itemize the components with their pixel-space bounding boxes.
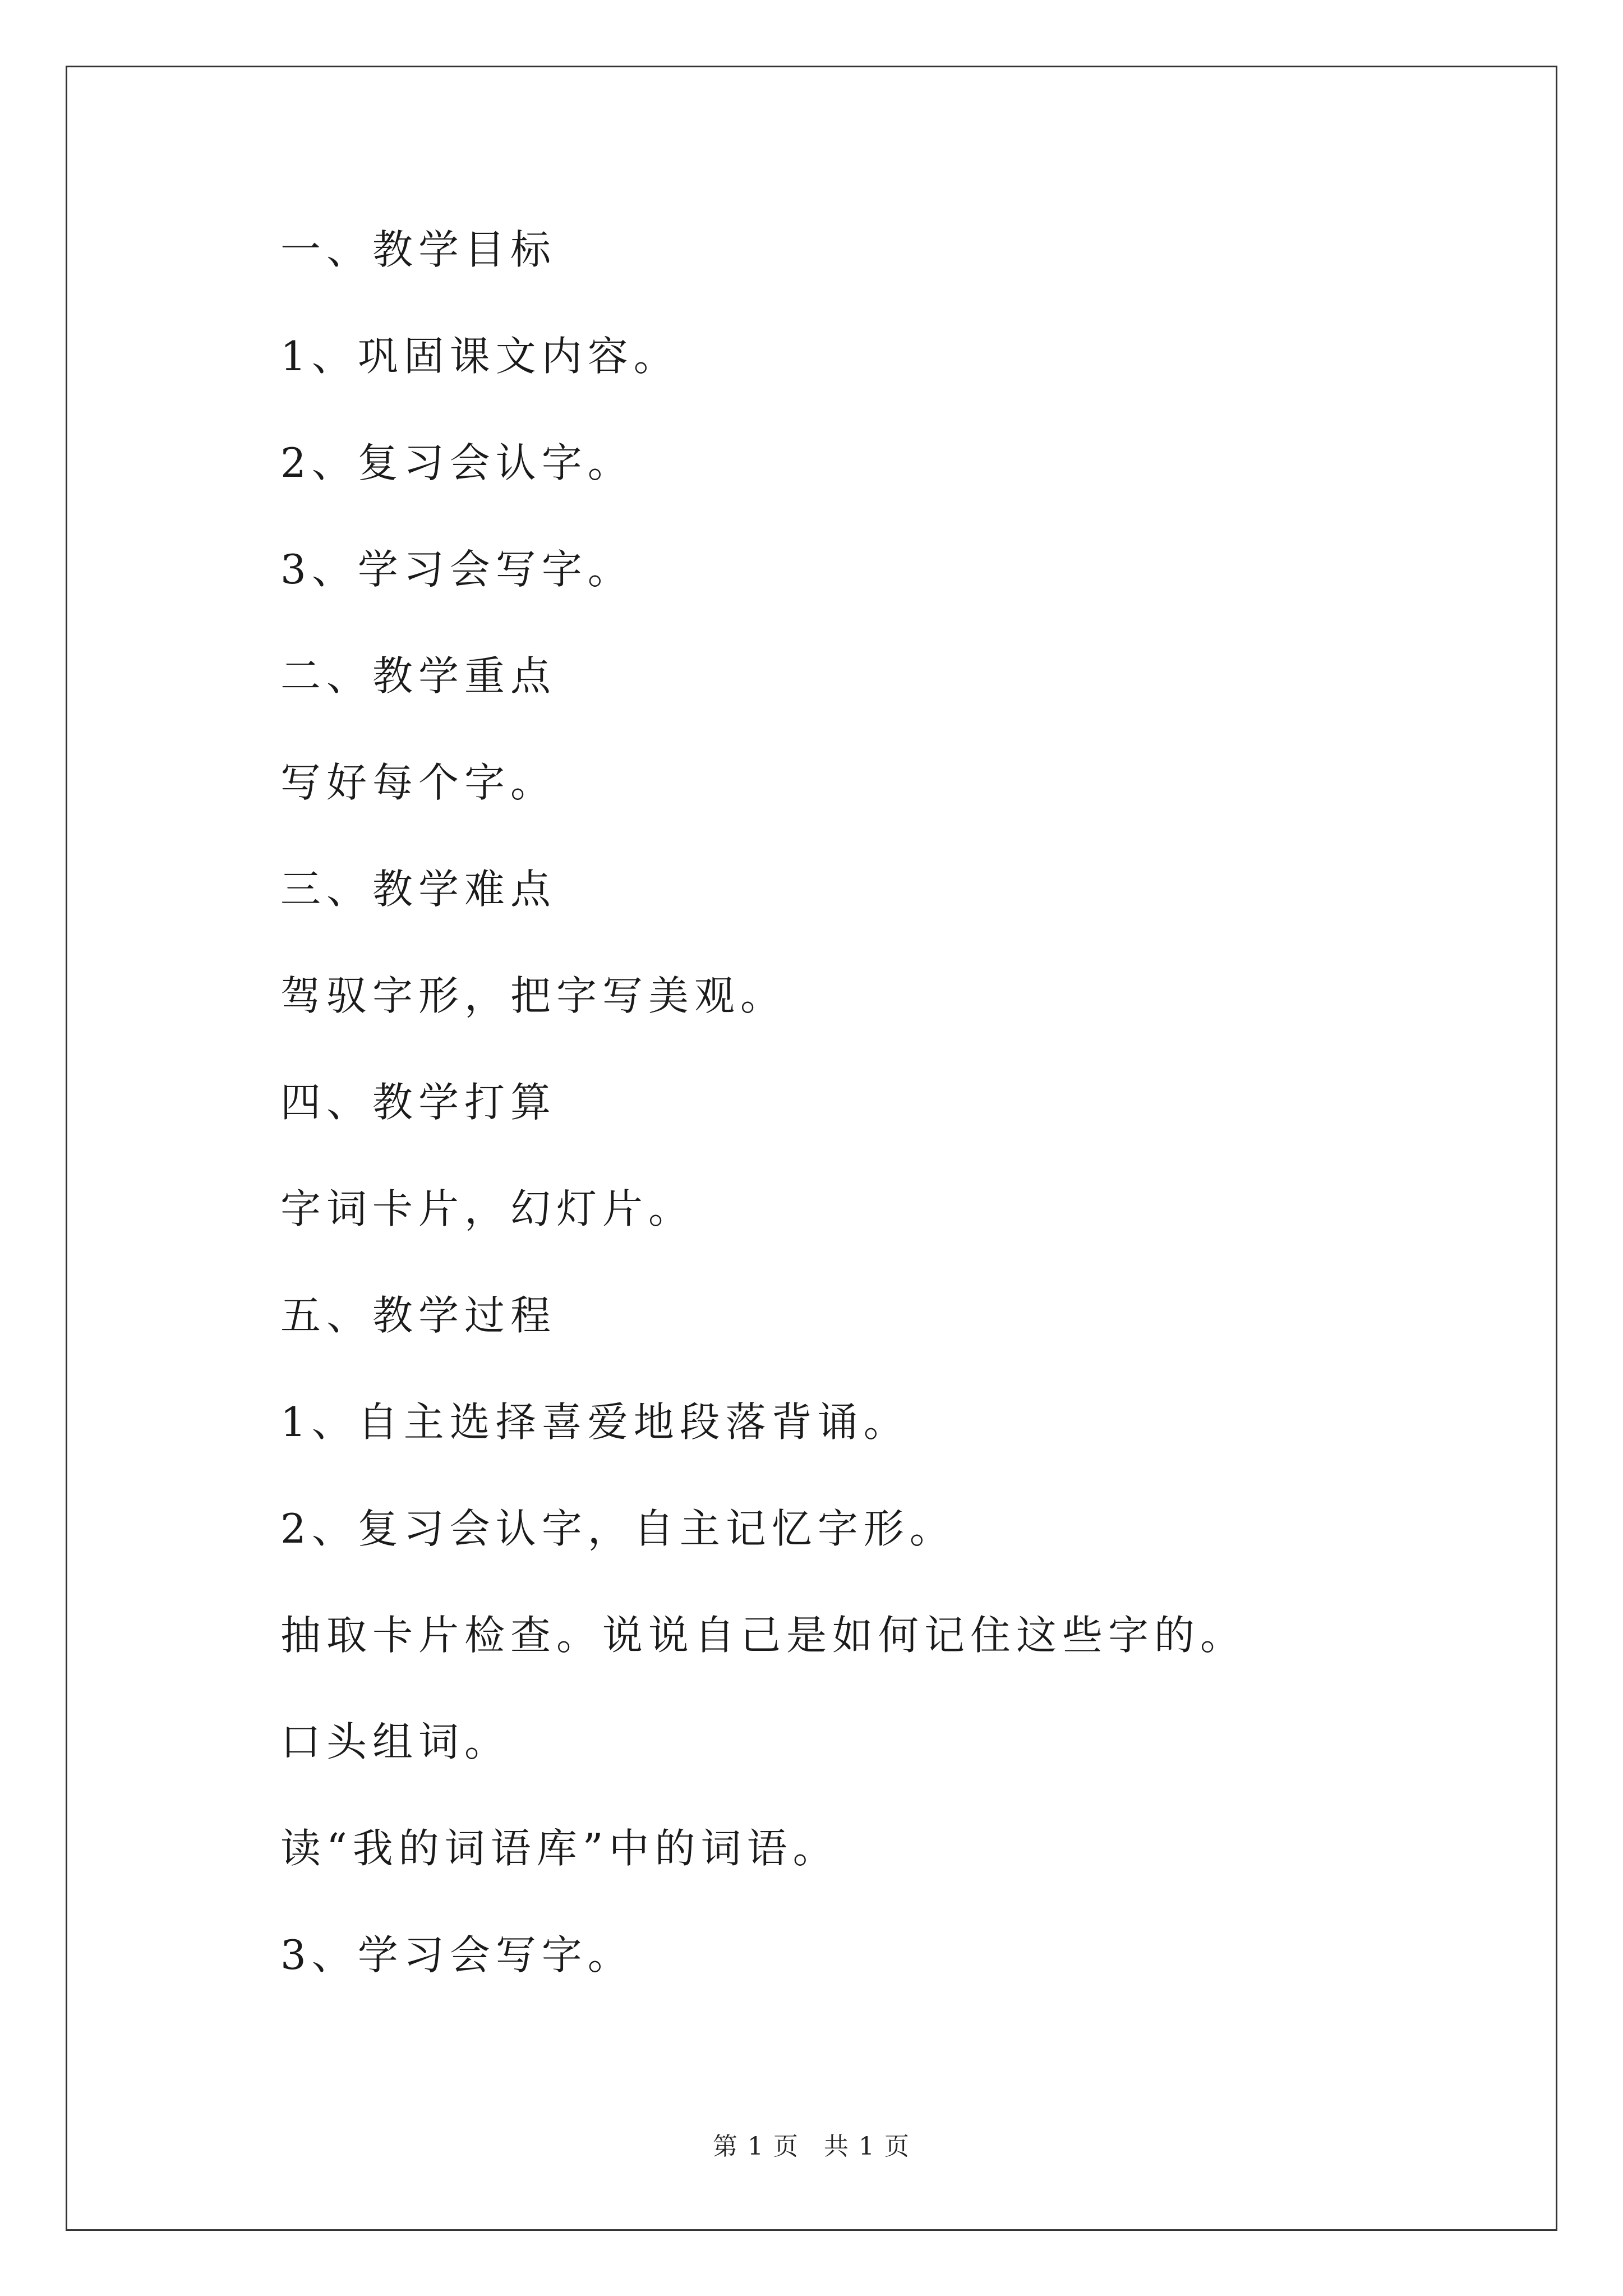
- page-number: 第 1 页: [713, 2132, 799, 2161]
- paragraph: 口头组词。: [280, 1718, 511, 1765]
- paragraph: 1、自主选择喜爱地段落背诵。: [280, 1398, 910, 1446]
- paragraph: 读“我的词语库”中的词语。: [280, 1825, 839, 1872]
- section-heading: 一、教学目标: [280, 226, 557, 273]
- paragraph: 3、学习会写字。: [280, 1931, 634, 1978]
- page-footer: [0, 2126, 1623, 2162]
- section-heading: 二、教学重点: [280, 652, 557, 700]
- paragraph: 1、巩固课文内容。: [280, 333, 680, 380]
- paragraph: 3、学习会写字。: [280, 546, 634, 593]
- paragraph: 2、复习会认字，自主记忆字形。: [280, 1505, 956, 1552]
- paragraph: 写好每个字。: [280, 759, 557, 806]
- document-body: [280, 222, 1514, 2033]
- section-heading: 三、教学难点: [280, 866, 557, 913]
- section-heading: 五、教学过程: [280, 1292, 557, 1339]
- paragraph: 驾驭字形，把字写美观。: [280, 972, 787, 1019]
- page-count: 共 1 页: [824, 2132, 910, 2161]
- paragraph: 字词卡片，幻灯片。: [280, 1185, 695, 1232]
- section-heading: 四、教学打算: [280, 1079, 557, 1126]
- paragraph: 2、复习会认字。: [280, 439, 634, 486]
- paragraph: 抽取卡片检查。说说自己是如何记住这些字的。: [280, 1612, 1247, 1659]
